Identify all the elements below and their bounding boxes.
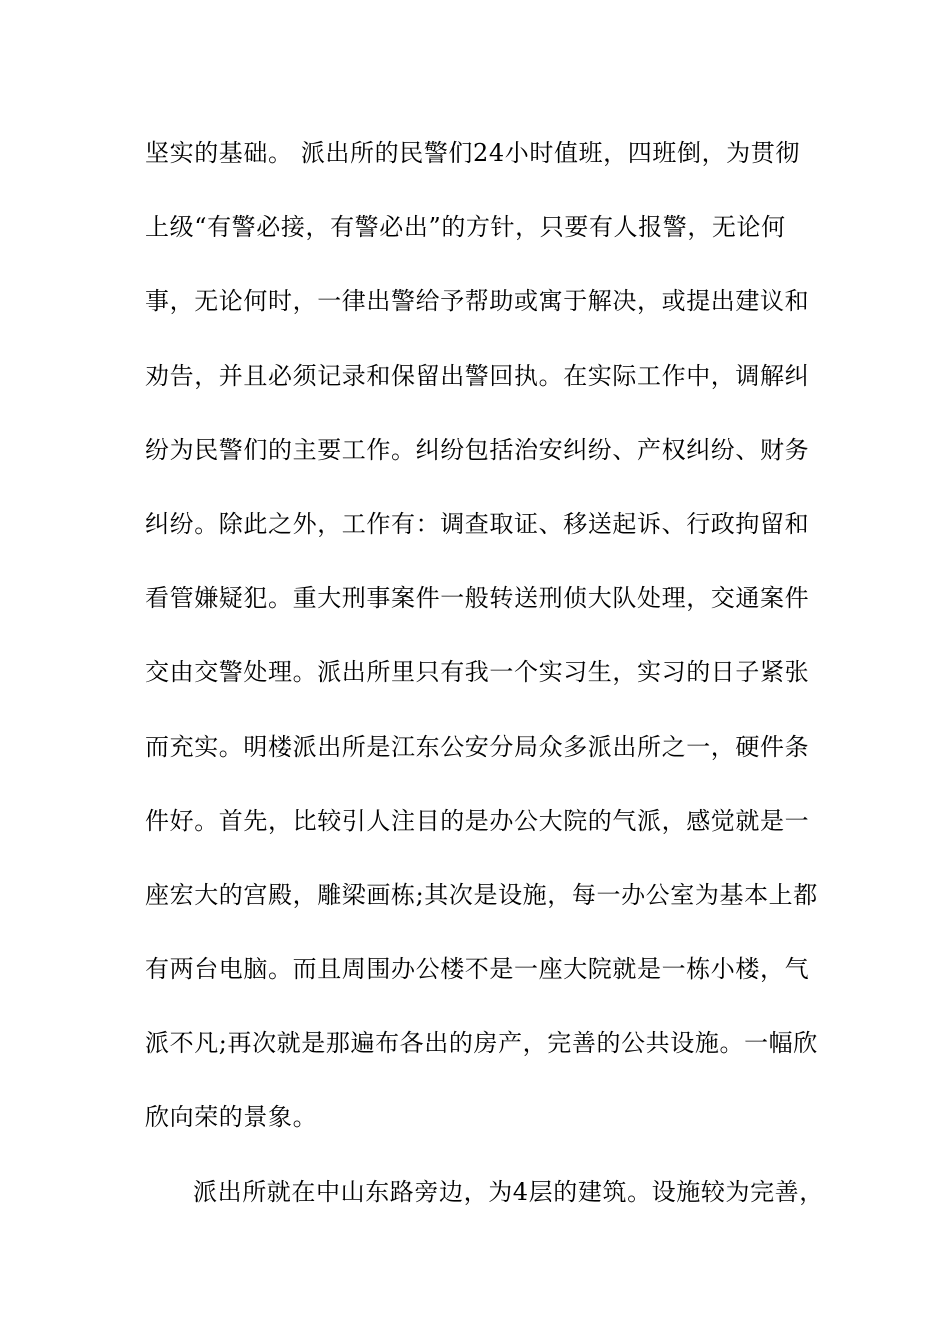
text-line: 看管嫌疑犯。重大刑事案件一般转送刑侦大队处理，交通案件 — [145, 584, 810, 613]
text-line: 欣向荣的景象。 — [145, 1103, 318, 1132]
text-line: 有两台电脑。而且周围办公楼不是一座大院就是一栋小楼，气 — [145, 955, 810, 984]
text-line: 坚实的基础。 派出所的民警们24小时值班，四班倒，为贯彻 — [145, 139, 800, 167]
document-body — [145, 127, 825, 1240]
text-line: 派不凡;再次就是那遍布各出的房产，完善的公共设施。一幅欣 — [145, 1029, 818, 1058]
text-line: 上级“有警必接，有警必出”的方针，只要有人报警，无论何 — [145, 213, 786, 242]
text-line: 件好。首先，比较引人注目的是办公大院的气派，感觉就是一 — [145, 806, 810, 835]
paragraph-first-line: 派出所就在中山东路旁边，为4层的建筑。设施较为完善， — [193, 1177, 824, 1206]
text-line: 纷为民警们的主要工作。纠纷包括治安纠纷、产权纠纷、财务 — [145, 435, 810, 464]
text-line: 交由交警处理。派出所里只有我一个实习生，实习的日子紧张 — [145, 658, 810, 687]
text-line: 劝告，并且必须记录和保留出警回执。在实际工作中，调解纠 — [145, 361, 810, 390]
text-line: 座宏大的宫殿，雕梁画栋;其次是设施，每一办公室为基本上都 — [145, 880, 818, 909]
text-line: 而充实。明楼派出所是江东公安分局众多派出所之一，硬件条 — [145, 732, 810, 761]
text-line: 事，无论何时，一律出警给予帮助或寓于解决，或提出建议和 — [145, 287, 810, 316]
text-line: 纠纷。除此之外，工作有：调查取证、移送起诉、行政拘留和 — [145, 509, 810, 538]
